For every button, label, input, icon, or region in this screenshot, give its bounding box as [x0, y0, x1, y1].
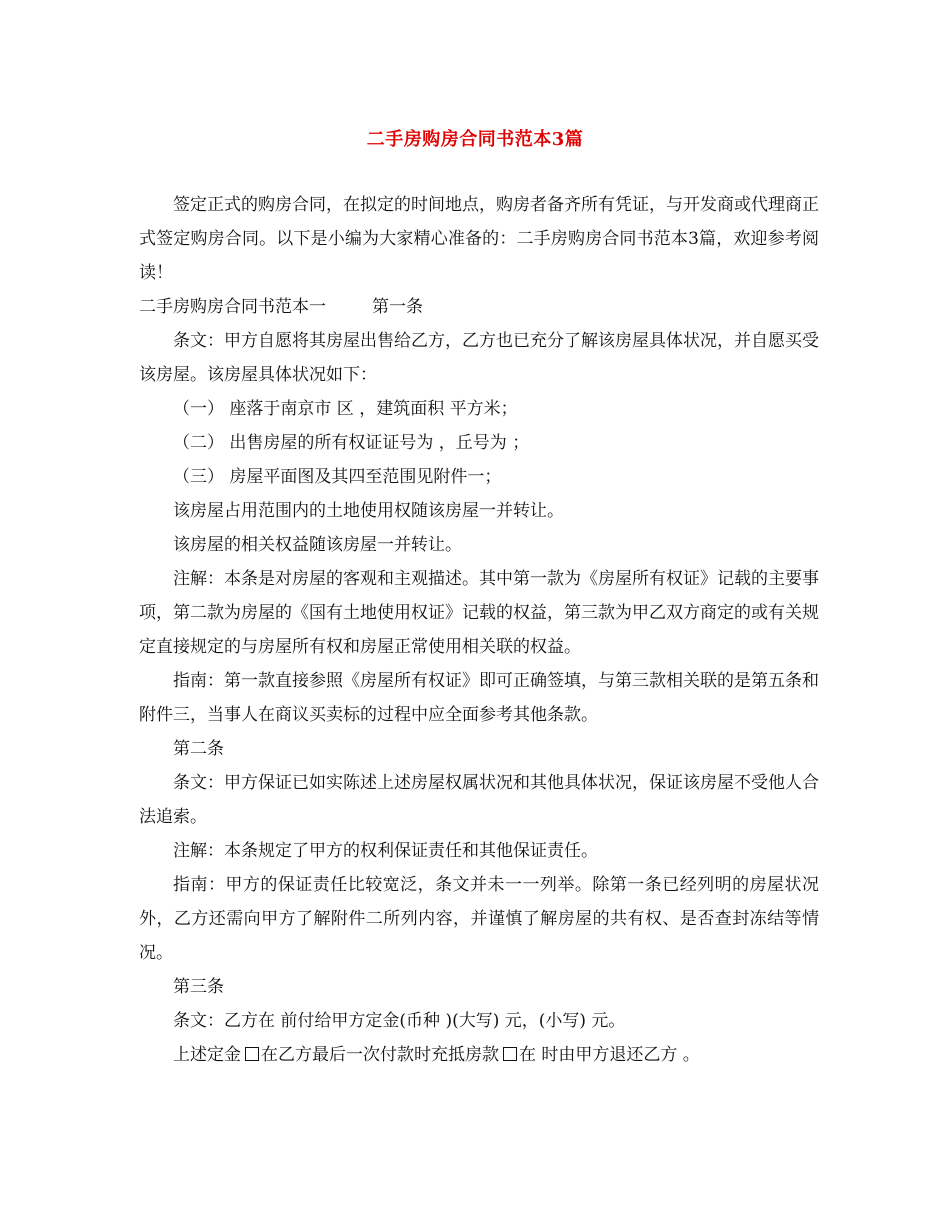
article2-text: 条文：甲方保证已如实陈述上述房屋权属状况和其他具体状况，保证该房屋不受他人合法追索。	[139, 773, 819, 827]
deposit-options-line	[139, 1038, 819, 1072]
article3-heading: 第三条	[173, 977, 224, 997]
article2-note: 注解：本条规定了甲方的权利保证责任和其他保证责任。	[173, 841, 598, 861]
deposit-option-2: 在 时由甲方退还乙方 。	[519, 1045, 700, 1065]
sample-heading-line	[139, 290, 819, 324]
land-right-paragraph: 该房屋占用范围内的土地使用权随该房屋一并转让。	[173, 501, 564, 521]
article2-heading: 第二条	[173, 739, 224, 759]
document-title: 二手房购房合同书范本3篇	[366, 129, 584, 150]
article1-text: 条文：甲方自愿将其房屋出售给乙方，乙方也已充分了解该房屋具体状况，并自愿买受该房屋。该房屋具体状况如下：	[139, 331, 819, 385]
article1-guide: 指南：第一款直接参照《房屋所有权证》即可正确签填，与第三款相关联的是第五条和附件三，当事人在商议买卖标的过程中应全面参考其他条款。	[139, 671, 819, 725]
document-body	[139, 188, 819, 1072]
intro-paragraph: 签定正式的购房合同，在拟定的时间地点，购房者备齐所有凭证，与开发商或代理商正式签定购房合同。以下是小编为大家精心准备的：二手房购房合同书范本3篇，欢迎参考阅读！	[139, 195, 819, 283]
deposit-prefix: 上述定金	[173, 1045, 241, 1065]
sample-title: 二手房购房合同书范本一	[139, 297, 326, 317]
article1-note: 注解：本条是对房屋的客观和主观描述。其中第一款为《房屋所有权证》记载的主要事项，第二款为房屋的《国有土地使用权证》记载的权益，第三款为甲乙双方商定的或有关规定直接规定的与房屋所有权和房屋正常使用相关联的权益。	[139, 569, 819, 657]
checkbox-icon	[503, 1047, 517, 1061]
deposit-option-1: 在乙方最后一次付款时充抵房款	[261, 1045, 499, 1065]
related-right-paragraph: 该房屋的相关权益随该房屋一并转让。	[173, 535, 462, 555]
article2-guide: 指南：甲方的保证责任比较宽泛，条文并未一一列举。除第一条已经列明的房屋状况外，乙方还需向甲方了解附件二所列内容，并谨慎了解房屋的共有权、是否查封冻结等情况。	[139, 875, 819, 963]
article1-heading: 第一条	[372, 297, 423, 317]
checkbox-icon	[245, 1047, 259, 1061]
article1-item-3: （三） 房屋平面图及其四至范围见附件一；	[173, 467, 502, 487]
article3-text: 条文：乙方在 前付给甲方定金(币种 )(大写) 元，(小写) 元。	[173, 1011, 626, 1031]
article1-item-1: （一） 座落于南京市 区 ，建筑面积 平方米；	[173, 399, 518, 419]
article1-item-2: （二） 出售房屋的所有权证证号为 ，丘号为 ；	[173, 433, 530, 453]
